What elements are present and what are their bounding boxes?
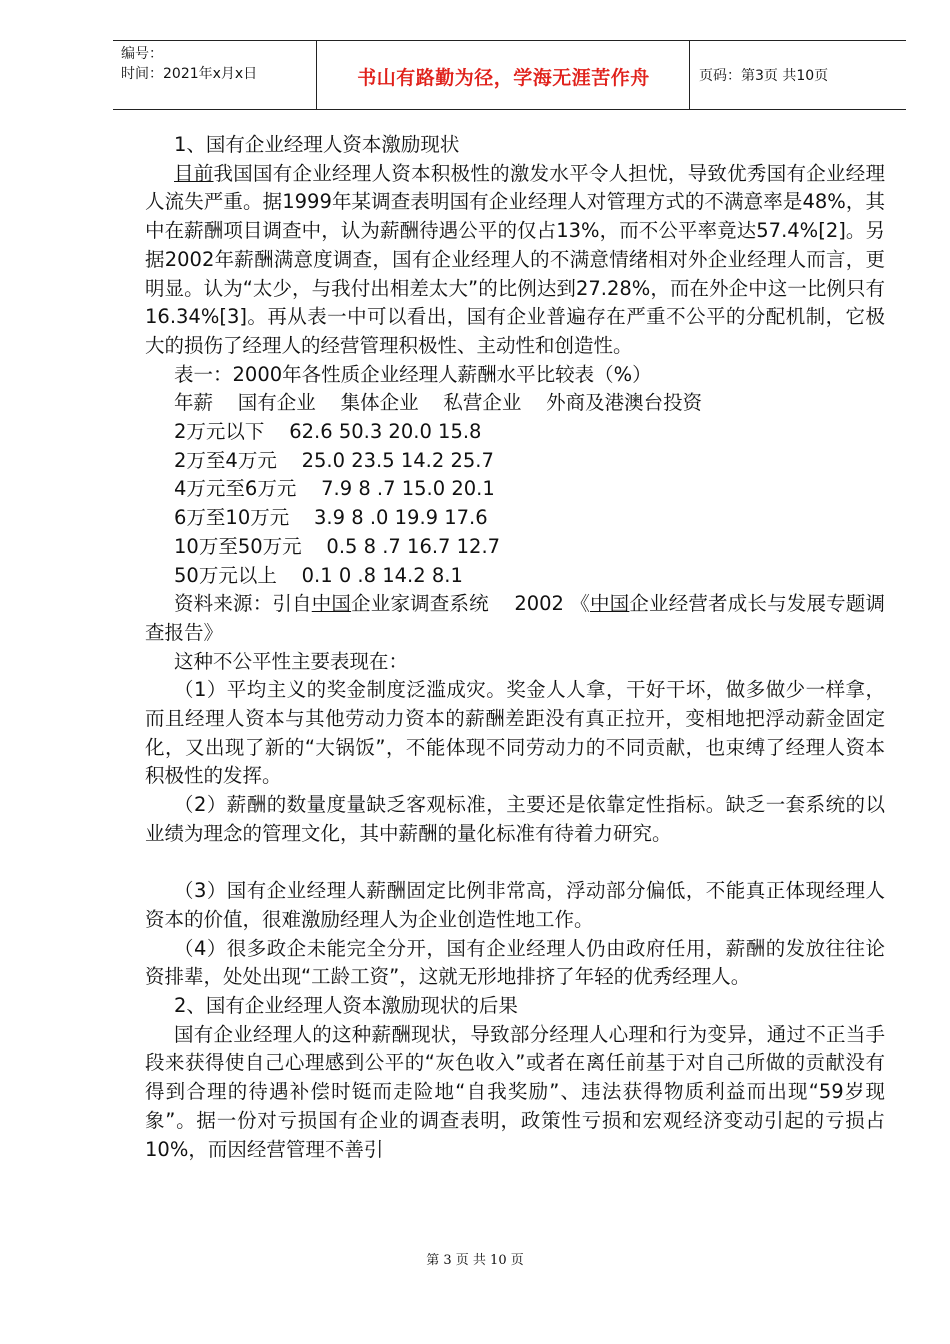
source-text: 企业家调查系统 2002 《 <box>351 592 590 616</box>
header-divider <box>316 41 317 109</box>
table-row: 50万元以上 0.1 0 .8 14.2 8.1 <box>174 563 463 587</box>
list-item: （3）国有企业经理人薪酬固定比例非常高，浮动部分偏低，不能真正体现经理人资本的价值，很难激励经理人为企业创造性地工作。 <box>145 879 885 931</box>
underlined-word: 目前 <box>174 161 214 185</box>
table-source <box>145 590 885 647</box>
list-item: （1）平均主义的奖金制度泛滥成灾。奖金人人拿，干好干坏，做多做少一样拿，而且经理人资本与其他劳动力资本的薪酬差距没有真正拉开，变相地把浮动薪金固定化，又出现了新的“大锅饭”，不能体现不同劳动力的不同贡献，也束缚了经理人资本积极性的发挥。 <box>145 678 885 788</box>
table-row: 2万元以下 62.6 50.3 20.0 15.8 <box>174 420 482 444</box>
source-text: 资料来源：引自 <box>174 592 312 616</box>
table-header: 年薪 国有企业 集体企业 私营企业 外商及港澳台投资 <box>174 391 703 415</box>
header-slogan: 书山有路勤为径，学海无涯苦作舟 <box>357 67 650 89</box>
header-divider <box>689 41 690 109</box>
section-heading: 2、国有企业经理人资本激励现状的后果 <box>174 994 518 1018</box>
table-row: 10万至50万元 0.5 8 .7 16.7 12.7 <box>174 534 501 558</box>
underlined-word: 中国 <box>311 592 352 616</box>
paragraph: 国有企业经理人的这种薪酬现状，导致部分经理人心理和行为变异，通过不正当手段来获得使自己心理感到公平的“灰色收入”或者在离任前基于对自己所做的贡献没有得到合理的待遇补偿时铤而走险地“自我奖励”、违法获得物质利益而出现“59岁现象”。据一份对亏损国有企业的调查表明，政策性亏损和宏观经济变动引起的亏损占10%，而因经营管理不善引 <box>145 1022 885 1161</box>
section-heading: 1、国有企业经理人资本激励现状 <box>174 133 460 156</box>
header-meta <box>121 44 257 84</box>
list-item: （2）薪酬的数量度量缺乏客观标准，主要还是依靠定性指标。缺乏一套系统的以业绩为理念的管理文化，其中薪酬的量化标准有待着力研究。 <box>145 793 885 845</box>
page-footer: 第 3 页 共 10 页 <box>426 1253 524 1268</box>
underlined-word: 中国 <box>590 592 630 616</box>
list-item: （4）很多政企未能完全分开，国有企业经理人仍由政府任用，薪酬的发放往往论资排辈，处处出现“工龄工资”，这就无形地排挤了年轻的优秀经理人。 <box>145 936 885 989</box>
page-header <box>113 40 906 110</box>
table-row: 2万至4万元 25.0 23.5 14.2 25.7 <box>174 448 494 472</box>
table-row: 4万元至6万元 7.9 8 .7 15.0 20.1 <box>174 477 495 501</box>
paragraph: 这种不公平性主要表现在： <box>174 649 409 673</box>
header-page-info: 页码：第3页 共10页 <box>699 68 829 84</box>
paragraph-text: 我国国有企业经理人资本积极性的激发水平令人担忧，导致优秀国有企业经理人流失严重。据1999年某调查表明国有企业经理人对管理方式的不满意率是48%，其中在薪酬项目调查中，认为薪酬待遇公平的仅占13%，而不公平率竟达57.4%[2]。另据2002年薪酬满意度调查，国有企业经理人的不满意情绪相对外企业经理人而言，更明显。认为“太少，与我付出相差太大”的比例达到27.28%，而在外企中这一比例只有16.34%[3]。再从表一中可以看出，国有企业普遍存在严重不公平的分配机制，它极大的损伤了经理人的经营管理积极性、主动性和创造性。 <box>145 161 885 357</box>
document-body <box>145 131 885 1164</box>
source-text: 企业经营者成长与发展专题调查报告》 <box>145 592 885 644</box>
number-label: 编号： <box>121 46 163 62</box>
paragraph <box>145 160 885 361</box>
time-label: 时间：2021年x月x日 <box>121 66 258 82</box>
table-row: 6万至10万元 3.9 8 .0 19.9 17.6 <box>174 506 488 530</box>
blank-line <box>145 849 885 878</box>
table-title: 表一：2000年各性质企业经理人薪酬水平比较表（%） <box>174 362 652 386</box>
